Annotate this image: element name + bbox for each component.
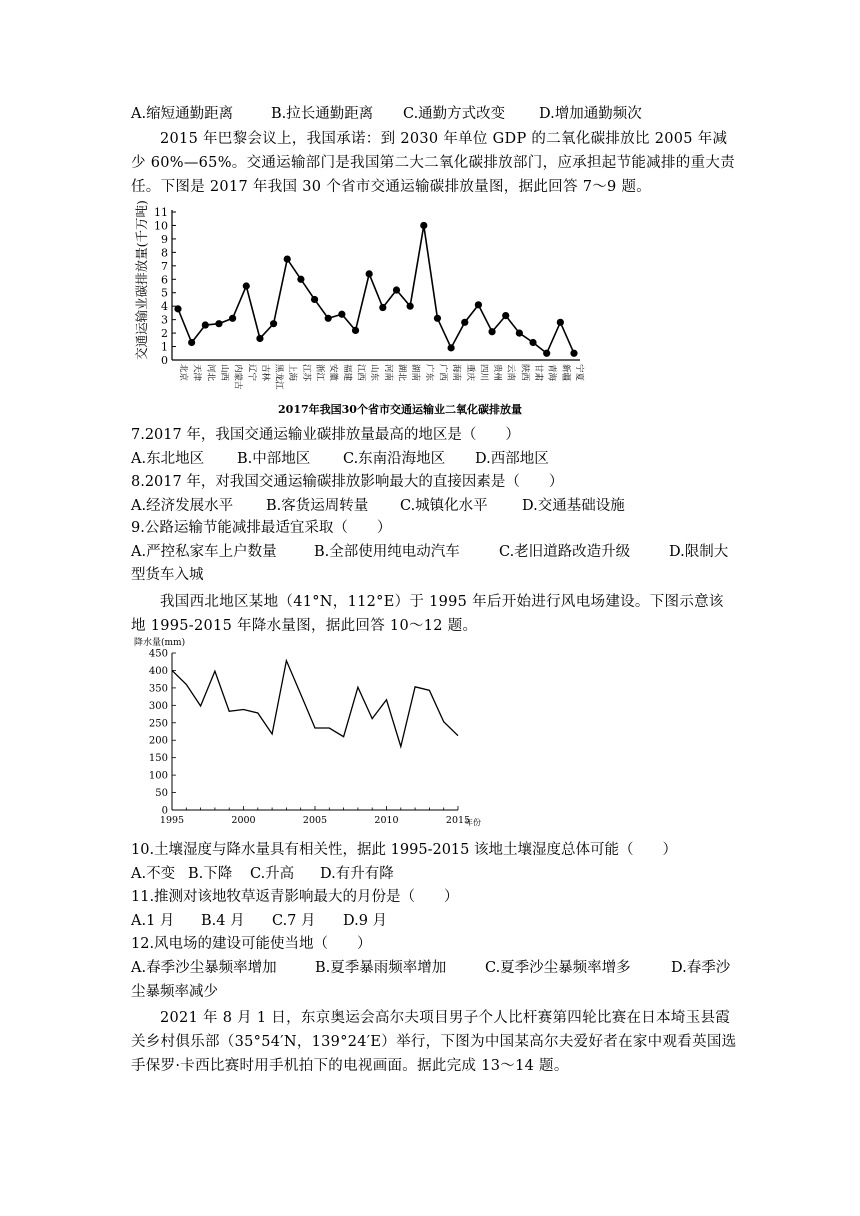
- chart1-y-tick-label: 3: [161, 313, 168, 327]
- q9-option-d-wrap: 型货车入城: [131, 567, 204, 583]
- q11-option-a: A.1 月: [131, 913, 175, 929]
- chart1-data-point: [407, 303, 414, 310]
- chart1-data-point: [188, 339, 195, 346]
- chart1-data-point: [420, 222, 427, 229]
- chart1-x-tick-label: 辽宁: [246, 364, 257, 382]
- chart1-data-point: [434, 315, 441, 322]
- chart1-x-tick-label: 河南: [382, 364, 393, 382]
- q10-option-c: C.升高: [250, 866, 295, 882]
- chart1-y-tick-label: 7: [161, 259, 168, 273]
- chart1-x-tick-label: 福建: [341, 364, 352, 382]
- chart2-x-tick-label: 2000: [231, 815, 256, 826]
- chart1-x-tick-label: 云南: [505, 364, 516, 382]
- chart1-x-tick-label: 湖南: [410, 364, 421, 382]
- chart1-x-tick-label: 山西: [218, 364, 229, 382]
- chart1-title: 2017年我国30个省市交通运输业二氧化碳排放量: [278, 403, 522, 416]
- chart1-y-tick-label: 0: [161, 354, 168, 367]
- chart1-x-tick-label: 天津: [191, 364, 202, 382]
- chart1-series-line: [178, 225, 574, 353]
- chart1-x-tick-label: 山东: [369, 364, 380, 382]
- q8-option-b: B.客货运周转量: [266, 498, 369, 514]
- chart1-data-point: [229, 315, 236, 322]
- chart2-series: [172, 661, 458, 747]
- chart1-x-tick-label: 青海: [546, 364, 557, 382]
- q10-options: [131, 864, 394, 884]
- chart1-data-point: [270, 320, 277, 327]
- chart2-y-tick-label: 250: [148, 718, 168, 730]
- q8-option-d: D.交通基础设施: [522, 498, 625, 514]
- chart1-data-point: [202, 321, 209, 328]
- chart1-series: [174, 222, 577, 357]
- chart1-data-point: [379, 304, 386, 311]
- q12-option-b: B.夏季暴雨频率增加: [315, 960, 447, 976]
- q11-option-b: B.4 月: [201, 913, 245, 929]
- chart2-y-tick-label: 150: [148, 753, 168, 765]
- q7-option-a: A.东北地区: [131, 451, 205, 467]
- chart1-data-point: [366, 270, 373, 277]
- chart1-y-tick-label: 8: [161, 246, 168, 260]
- chart1-y-tick-label: 2: [161, 327, 168, 341]
- chart1-axes: [172, 210, 580, 360]
- chart1-x-tick-label: 广西: [437, 364, 448, 382]
- chart1-x-tick-label: 湖北: [396, 364, 407, 382]
- q11-option-d: D.9 月: [343, 913, 388, 929]
- chart2-y-tick-label: 200: [148, 735, 168, 747]
- chart1-data-point: [215, 320, 222, 327]
- chart2-axes: [172, 653, 458, 810]
- q6-option-c: C.通勤方式改变: [403, 106, 506, 122]
- chart1-data-point: [570, 350, 577, 357]
- q8-options: [131, 496, 625, 516]
- chart2-y-tick-label: 0: [161, 805, 168, 817]
- chart1-data-point: [325, 315, 332, 322]
- q9-option-b: B.全部使用纯电动汽车: [314, 544, 460, 560]
- chart1-x-tick-label: 重庆: [464, 364, 475, 382]
- q12-option-a: A.春季沙尘暴频率增加: [131, 960, 277, 976]
- q10-option-b: B.下降: [188, 866, 233, 882]
- chart1-y-tick-label: 10: [154, 219, 168, 233]
- chart1-y-tick-label: 6: [161, 273, 168, 287]
- chart1-data-point: [393, 286, 400, 293]
- q12-option-d-wrap: 尘暴频率减少: [131, 984, 218, 1000]
- chart1-x-tick-label: 甘肃: [533, 364, 544, 382]
- chart1-data-point: [488, 328, 495, 335]
- chart1-data-point: [243, 282, 250, 289]
- q9-options: [131, 542, 728, 562]
- chart1-data-point: [448, 344, 455, 351]
- chart1-x-tick-label: 江西: [355, 364, 366, 382]
- intro-7-9: 2015 年巴黎会议上，我国承诺：到 2030 年单位 GDP 的二氧化碳排放比 2005 年减少 60%—65%。交通运输部门是我国第二大二氧化碳排放部门，应承担起节能减排的重大责任。下图是 2017 年我国 30 个省市交通运输碳排放量图，据此回答 7～9 题。: [131, 131, 735, 195]
- chart1-data-point: [284, 255, 291, 262]
- chart1-x-tick-label: 内蒙古: [232, 364, 243, 390]
- chart1-data-point: [529, 339, 536, 346]
- chart1-data-point: [502, 312, 509, 319]
- q7-options: [131, 449, 549, 469]
- q10-option-a: A.不变: [131, 866, 176, 882]
- q9-option-a: A.严控私家车上户数量: [131, 544, 277, 560]
- q8-stem: 8.2017 年，对我国交通运输碳排放影响最大的直接因素是（ ）: [131, 474, 564, 490]
- q11-stem: 11.推测对该地牧草返青影响最大的月份是（ ）: [131, 889, 459, 905]
- chart1-x-tick-label: 陕西: [519, 364, 530, 382]
- intro-13-14: 2021 年 8 月 1 日，东京奥运会高尔夫项目男子个人比杆赛第四轮比赛在日本埼玉县霞关乡村俱乐部（35°54′N，139°24′E）举行，下图为中国某高尔夫爱好者在家中观看英国选手保罗·卡西比赛时用手机拍下的电视画面。据此完成 13～14 题。: [131, 1010, 737, 1074]
- q7-stem: 7.2017 年，我国交通运输业碳排放量最高的地区是（ ）: [131, 427, 520, 443]
- chart1-x-tick-label: 吉林: [259, 364, 270, 382]
- chart1-y-ticks: [154, 206, 176, 367]
- chart2-x-tick-label: 1995: [159, 815, 185, 826]
- carbon-emission-chart: [128, 200, 598, 420]
- chart1-x-tick-label: 河北: [205, 364, 216, 382]
- chart1-x-tick-label: 新疆: [560, 364, 571, 382]
- chart2-series-line: [172, 661, 458, 747]
- q7-option-d: D.西部地区: [475, 451, 549, 467]
- chart1-data-point: [461, 319, 468, 326]
- chart2-x-axis-label: 年份: [465, 818, 481, 827]
- q10-stem: 10.土壤湿度与降水量具有相关性，据此 1995-2015 该地土壤湿度总体可能（ ）: [131, 842, 677, 858]
- chart2-x-tick-label: 2015: [445, 815, 471, 826]
- chart2-y-tick-label: 300: [148, 700, 168, 712]
- chart1-y-tick-label: 4: [161, 300, 168, 314]
- q6-option-b: B.拉长通勤距离: [271, 106, 374, 122]
- chart1-data-point: [475, 301, 482, 308]
- chart1-x-tick-label: 贵州: [492, 364, 503, 382]
- chart1-x-tick-label: 四川: [478, 364, 489, 382]
- chart1-y-tick-label: 1: [161, 340, 168, 354]
- chart1-x-tick-label: 浙江: [314, 364, 325, 382]
- chart2-x-tick-label: 2005: [302, 815, 328, 826]
- chart1-x-tick-label: 安徽: [328, 364, 339, 382]
- chart1-x-ticks: [178, 364, 585, 390]
- q6-option-d: D.增加通勤频次: [539, 106, 642, 122]
- chart1-y-tick-label: 9: [161, 232, 168, 246]
- chart1-data-point: [256, 335, 263, 342]
- chart2-y-tick-label: 450: [148, 648, 168, 660]
- chart2-x-tick-label: 2010: [374, 815, 399, 826]
- q10-option-d: D.有升有降: [320, 866, 394, 882]
- chart1-y-axis-label: 交通运输业碳排放量(千万吨): [134, 200, 149, 360]
- chart1-data-point: [543, 350, 550, 357]
- q8-option-c: C.城镇化水平: [400, 498, 488, 514]
- q9-option-d: D.限制大: [669, 544, 729, 560]
- chart2-y-tick-label: 50: [155, 788, 168, 800]
- chart1-data-point: [557, 319, 564, 326]
- q9-stem: 9.公路运输节能减排最适宜采取（ ）: [131, 520, 392, 536]
- q12-stem: 12.风电场的建设可能使当地（ ）: [131, 936, 372, 952]
- chart1-x-tick-label: 宁夏: [574, 364, 584, 382]
- chart1-data-point: [311, 296, 318, 303]
- intro-10-12: 我国西北地区某地（41°N，112°E）于 1995 年后开始进行风电场建设。下图示意该地 1995-2015 年降水量图，据此回答 10～12 题。: [131, 594, 724, 634]
- chart1-data-point: [297, 276, 304, 283]
- chart1-x-tick-label: 江苏: [300, 364, 311, 382]
- chart1-data-point: [516, 329, 523, 336]
- chart1-data-point: [338, 311, 345, 318]
- q6-option-a: A.缩短通勤距离: [131, 106, 234, 122]
- chart1-x-tick-label: 黑龙江: [273, 364, 284, 390]
- chart1-x-tick-label: 海南: [451, 364, 462, 382]
- chart2-x-ticks: [160, 806, 470, 826]
- q9-option-c: C.老旧道路改造升级: [499, 544, 631, 560]
- chart2-y-tick-label: 400: [148, 665, 168, 677]
- chart2-y-axis-label: 降水量(mm): [134, 638, 186, 648]
- q12-option-d: D.春季沙: [671, 960, 731, 976]
- q11-option-c: C.7 月: [272, 913, 316, 929]
- chart1-y-tick-label: 5: [161, 286, 168, 300]
- chart1-data-point: [174, 305, 181, 312]
- q8-option-a: A.经济发展水平: [131, 498, 234, 514]
- chart2-y-tick-label: 350: [148, 683, 168, 695]
- chart1-data-point: [352, 327, 359, 334]
- chart2-y-tick-label: 100: [148, 770, 168, 782]
- q11-options: [131, 911, 387, 931]
- q7-option-c: C.东南沿海地区: [343, 451, 446, 467]
- precipitation-chart: [128, 634, 498, 830]
- chart1-x-tick-label: 广东: [423, 364, 434, 382]
- chart1-y-tick-label: 11: [154, 206, 168, 219]
- q6-options: [131, 104, 642, 124]
- chart1-x-tick-label: 上海: [287, 364, 298, 382]
- q7-option-b: B.中部地区: [237, 451, 311, 467]
- q12-options: [131, 958, 730, 978]
- chart1-x-tick-label: 北京: [178, 364, 188, 382]
- q12-option-c: C.夏季沙尘暴频率增多: [485, 960, 631, 976]
